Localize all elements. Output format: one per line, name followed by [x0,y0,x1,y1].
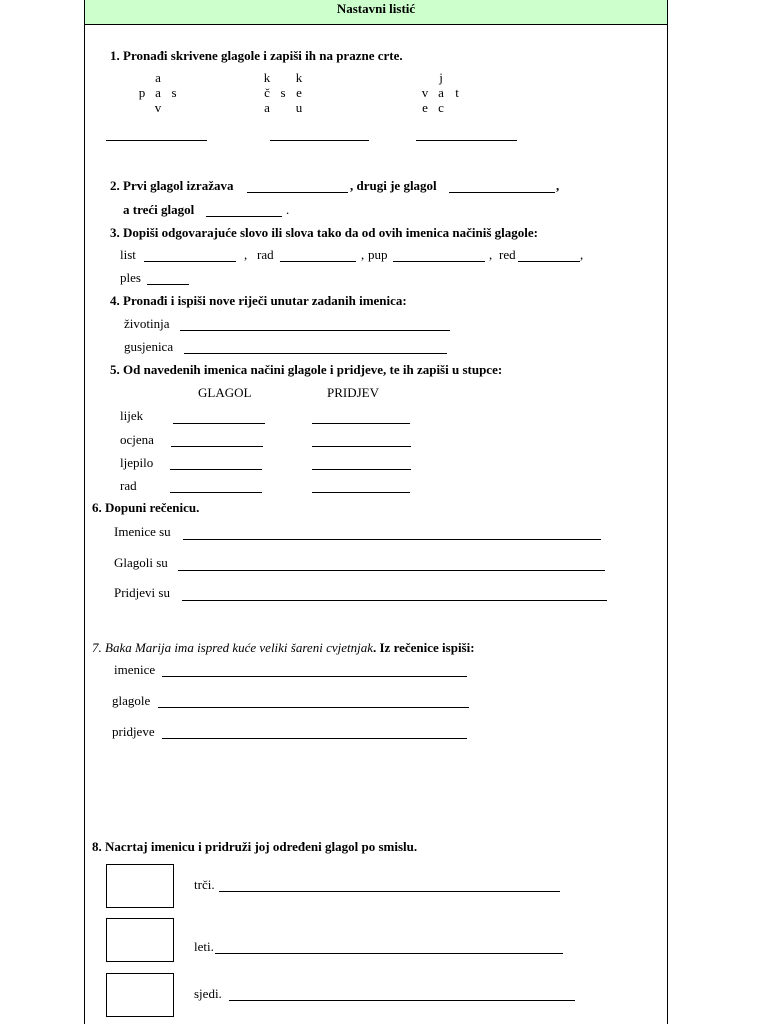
task5-noun: rad [120,478,137,493]
task2-line1-a: 2. Prvi glagol izražava [110,178,234,193]
answer-line[interactable] [170,469,262,470]
task6-heading: 6. Dopuni rečenicu. [92,500,200,515]
puzzle-letter [417,70,433,85]
puzzle-letter: a [155,85,161,100]
answer-line[interactable] [280,261,356,262]
puzzle-letter: a [264,100,270,115]
task4-heading: 4. Pronađi i ispiši nove riječi unutar zadanih imenica: [110,293,407,308]
answer-line[interactable] [162,676,467,677]
puzzle-letter: k [263,70,271,85]
task2-line1-b: , drugi je glagol [350,178,437,193]
task3-word: pup [368,247,388,262]
puzzle-3 [417,70,465,115]
worksheet-title: Nastavni listić [84,0,668,25]
separator: , [361,247,365,262]
answer-line[interactable] [449,192,555,193]
task3-word: list [120,247,136,262]
task5-noun: ljepilo [120,455,154,470]
answer-line[interactable] [312,423,410,424]
answer-line[interactable] [170,492,262,493]
answer-line[interactable] [393,261,485,262]
column-header-pridjev: PRIDJEV [327,385,380,400]
answer-line[interactable] [147,284,189,285]
drawing-box[interactable] [106,918,174,962]
answer-line[interactable] [178,570,605,571]
answer-line[interactable] [144,261,236,262]
puzzle-row [417,85,465,100]
answer-line[interactable] [312,492,410,493]
answer-line[interactable] [312,446,411,447]
puzzle-letter: p [138,85,146,100]
puzzle-letter [275,70,291,85]
task6-item: Pridjevi su [114,585,170,600]
task3-heading: 3. Dopiši odgovarajuće slovo ili slova tako da od ovih imenica načiniš glagole: [110,225,538,240]
puzzle-letter [166,70,182,85]
answer-line[interactable] [215,953,563,954]
task5-noun: lijek [120,408,144,423]
separator: , [580,247,584,262]
task4-word: životinja [124,316,170,331]
puzzle-letter: e [422,100,428,115]
puzzle-letter [449,100,465,115]
puzzle-letter: s [171,85,177,100]
puzzle-letter [134,70,150,85]
task3-word: red [499,247,516,262]
task6-item: Glagoli su [114,555,168,570]
answer-line[interactable] [518,261,580,262]
task8-verb: leti. [194,939,214,954]
task7-item: glagole [112,693,151,708]
answer-line[interactable] [312,469,411,470]
task2-line1-c: , [556,178,560,193]
answer-line[interactable] [173,423,265,424]
task1-heading: 1. Pronađi skrivene glagole i zapiši ih na prazne crte. [110,48,403,63]
answer-line[interactable] [206,216,282,217]
answer-line[interactable] [158,707,469,708]
drawing-box[interactable] [106,973,174,1017]
puzzle-row [417,70,465,85]
puzzle-letter: v [154,100,162,115]
task8-heading: 8. Nacrtaj imenicu i pridruži joj određeni glagol po smislu. [92,839,418,854]
answer-line[interactable] [162,738,467,739]
separator: , [244,247,248,262]
task4-word: gusjenica [124,339,174,354]
puzzle-2 [259,70,307,115]
task8-verb: trči. [194,877,215,892]
task2-line2-b: . [286,202,290,217]
answer-line[interactable] [180,330,450,331]
drawing-box[interactable] [106,864,174,908]
column-header-glagol: GLAGOL [198,385,252,400]
task7-tail: . Iz rečenice ispiši: [372,640,475,655]
task7-item: pridjeve [112,724,155,739]
puzzle-row [259,100,307,115]
separator: , [489,247,493,262]
task5-heading: 5. Od navedenih imenica načini glagole i pridjeve, te ih zapiši u stupce: [110,362,503,377]
puzzle-row [134,100,182,115]
answer-line[interactable] [182,600,607,601]
puzzle-letter: c [438,100,444,115]
puzzle-row [259,85,307,100]
task7-item: imenice [114,662,156,677]
puzzle-letter [166,100,182,115]
answer-line[interactable] [219,891,560,892]
puzzle-letter: a [155,70,161,85]
puzzle-letter [449,70,465,85]
puzzle-row [134,70,182,85]
puzzle-row [259,70,307,85]
puzzle-letter: v [421,85,429,100]
answer-line[interactable] [229,1000,575,1001]
task7-sentence: 7. Baka Marija ima ispred kuće veliki šareni cvjetnjak [92,640,373,655]
puzzle-letter: s [280,85,286,100]
task8-verb: sjedi. [194,986,222,1001]
puzzle-letter: e [296,85,302,100]
puzzle-1 [134,70,182,115]
task3-word: rad [257,247,274,262]
answer-line[interactable] [171,446,263,447]
puzzle-letter: t [455,85,459,100]
task6-item: Imenice su [114,524,171,539]
answer-line[interactable] [106,140,207,141]
answer-line[interactable] [270,140,369,141]
answer-line[interactable] [416,140,517,141]
task7-heading [92,640,475,656]
answer-line[interactable] [247,192,348,193]
answer-line[interactable] [183,539,601,540]
puzzle-letter [134,100,150,115]
puzzle-row [134,85,182,100]
task3-word: ples [120,270,141,285]
puzzle-letter: k [295,70,303,85]
task2-line2-a: a treći glagol [123,202,195,217]
puzzle-letter: č [264,85,270,100]
puzzle-letter [275,100,291,115]
answer-line[interactable] [184,353,447,354]
puzzle-letter: u [295,100,303,115]
puzzle-letter: j [439,70,443,85]
task5-noun: ocjena [120,432,154,447]
puzzle-row [417,100,465,115]
puzzle-letter: a [438,85,444,100]
